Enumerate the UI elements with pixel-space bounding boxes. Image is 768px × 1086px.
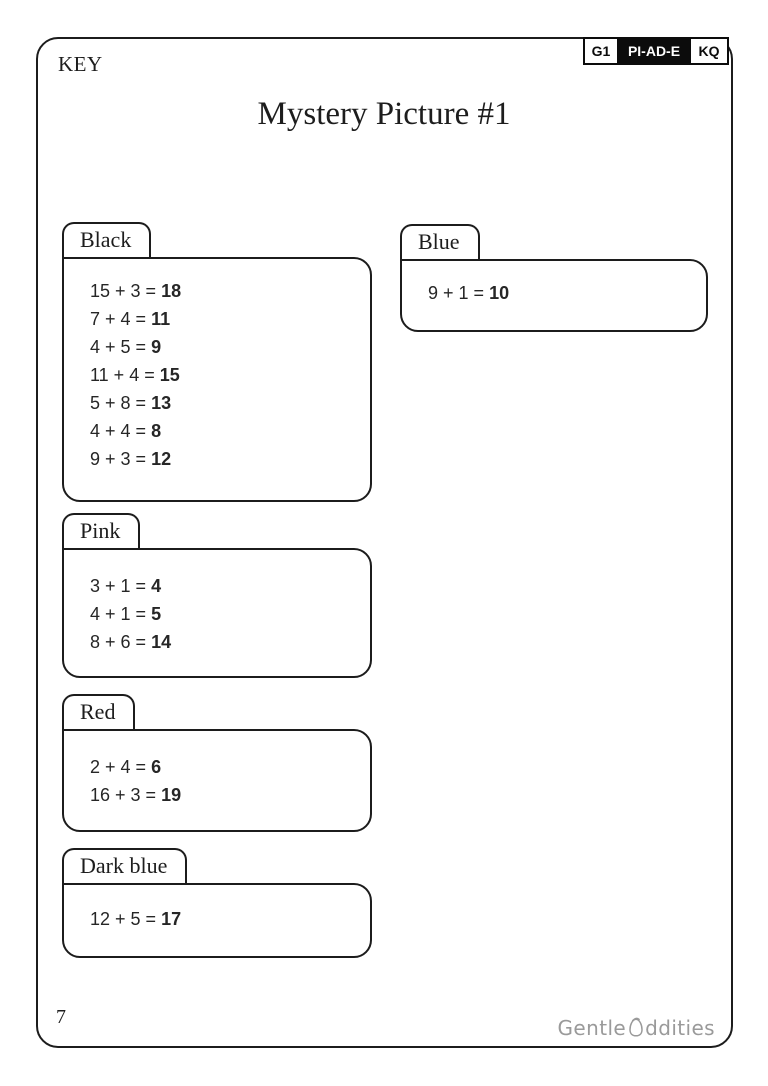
equation-list [64, 885, 370, 933]
equation-line [90, 905, 360, 933]
color-tab-label: Red [80, 698, 116, 724]
equation-problem: 9 + 1 = [428, 283, 490, 303]
equation-list [64, 550, 370, 656]
color-tab-label: Pink [80, 517, 121, 543]
equation-answer: 17 [161, 909, 182, 929]
equation-problem: 16 + 3 = [90, 785, 162, 805]
color-tab-black [62, 222, 151, 257]
key-box-darkblue [62, 848, 372, 958]
equation-answer: 13 [151, 393, 172, 413]
key-label: KEY [58, 52, 103, 76]
color-tab-blue [400, 224, 480, 259]
equation-problem: 9 + 3 = [90, 449, 152, 469]
equation-answer: 18 [161, 281, 182, 301]
equation-problem: 11 + 4 = [90, 365, 160, 385]
equation-line [90, 753, 360, 781]
equation-line [90, 305, 360, 333]
equation-panel [62, 729, 372, 832]
equation-answer: 14 [151, 632, 172, 652]
equation-problem: 8 + 6 = [90, 632, 152, 652]
equation-line [90, 572, 360, 600]
brand-suffix: ddities [645, 1016, 715, 1040]
equation-answer: 12 [151, 449, 172, 469]
equation-line [90, 445, 360, 473]
brand-logo [558, 1016, 715, 1040]
equation-panel [62, 548, 372, 678]
color-tab-darkblue [62, 848, 187, 883]
equation-problem: 15 + 3 = [90, 281, 162, 301]
equation-problem: 5 + 8 = [90, 393, 152, 413]
badge-strip [583, 37, 729, 65]
equation-list [64, 259, 370, 473]
equation-answer: 9 [151, 337, 162, 357]
equation-panel [400, 259, 708, 332]
badge-code: PI-AD-E [617, 37, 691, 65]
equation-answer: 15 [159, 365, 180, 385]
equation-problem: 4 + 4 = [90, 421, 152, 441]
equation-line [90, 361, 360, 389]
color-tab-label: Dark blue [80, 852, 168, 878]
equation-problem: 4 + 5 = [90, 337, 152, 357]
badge-kq: KQ [689, 37, 729, 65]
color-tab-red [62, 694, 135, 729]
color-tab-pink [62, 513, 140, 548]
equation-problem: 3 + 1 = [90, 576, 152, 596]
page-title: Mystery Picture #1 [257, 96, 511, 132]
key-box-red [62, 694, 372, 832]
equation-list [64, 731, 370, 809]
key-box-black [62, 222, 372, 502]
equation-problem: 12 + 5 = [90, 909, 162, 929]
badge-grade: G1 [583, 37, 619, 65]
equation-answer: 5 [151, 604, 162, 624]
equation-answer: 6 [151, 757, 162, 777]
equation-answer: 19 [161, 785, 182, 805]
equation-problem: 7 + 4 = [90, 309, 152, 329]
equation-panel [62, 883, 372, 958]
equation-problem: 2 + 4 = [90, 757, 152, 777]
color-tab-label: Blue [418, 228, 460, 254]
key-box-pink [62, 513, 372, 678]
equation-line [90, 333, 360, 361]
equation-line [90, 781, 360, 809]
egg-o-icon [628, 1016, 644, 1038]
equation-problem: 4 + 1 = [90, 604, 152, 624]
equation-line [90, 628, 360, 656]
equation-line [428, 279, 696, 307]
equation-line [90, 600, 360, 628]
brand-prefix: Gentle [557, 1016, 627, 1040]
equation-line [90, 417, 360, 445]
equation-line [90, 389, 360, 417]
equation-answer: 4 [151, 576, 162, 596]
equation-answer: 11 [151, 309, 171, 329]
page-number: 7 [56, 1006, 66, 1028]
color-tab-label: Black [80, 226, 132, 252]
equation-list [402, 261, 706, 307]
equation-answer: 8 [151, 421, 162, 441]
key-box-blue [400, 224, 708, 332]
equation-panel [62, 257, 372, 502]
equation-line [90, 277, 360, 305]
equation-answer: 10 [489, 283, 510, 303]
